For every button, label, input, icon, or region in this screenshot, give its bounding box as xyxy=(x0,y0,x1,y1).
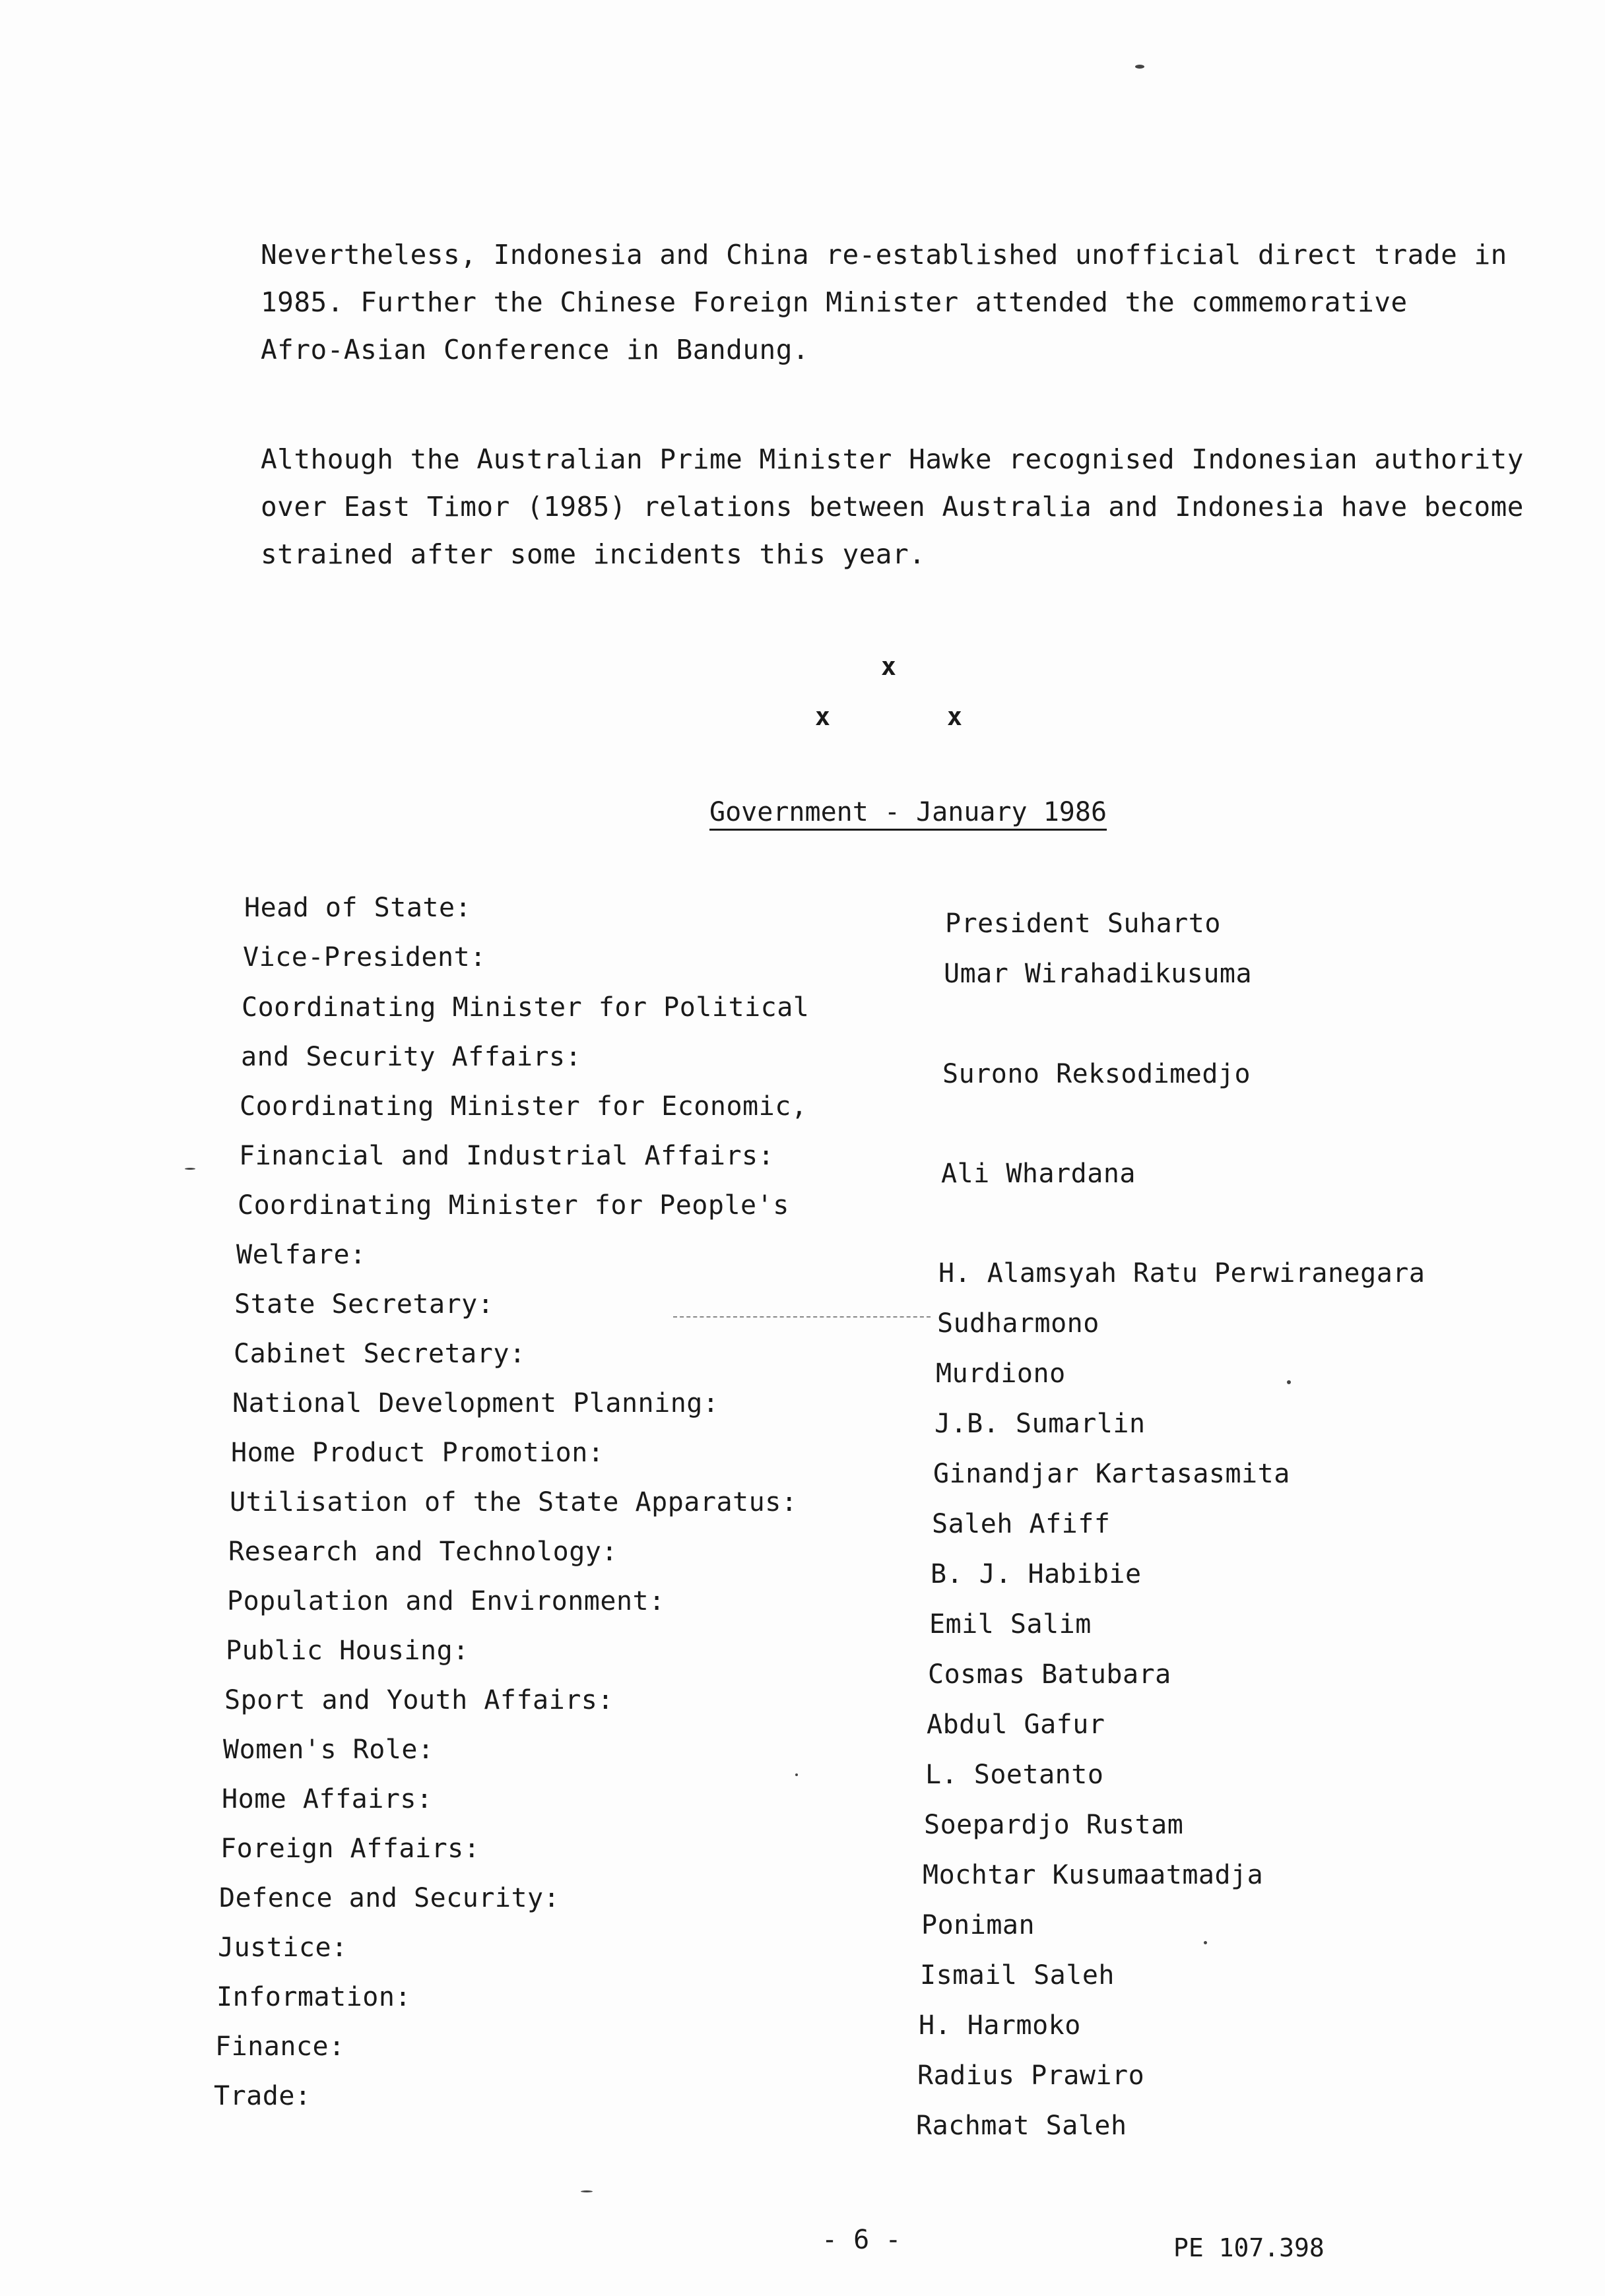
office-label: National Development Planning: xyxy=(232,1388,719,1419)
paragraph-line: Nevertheless, Indonesia and China re-established unofficial direct trade in xyxy=(261,239,1507,271)
office-label: Financial and Industrial Affairs: xyxy=(239,1141,775,1171)
office-holder-name: H. Alamsyah Ratu Perwiranegara xyxy=(938,1258,1425,1289)
office-label: Research and Technology: xyxy=(228,1537,618,1567)
office-holder-name: Radius Prawiro xyxy=(917,2060,1145,2091)
paragraph-line: over East Timor (1985) relations between Australia and Indonesia have become xyxy=(261,491,1524,523)
office-holder-name: President Suharto xyxy=(945,909,1221,939)
scan-speck xyxy=(795,1773,798,1776)
office-label: Defence and Security: xyxy=(219,1883,560,1913)
office-label: Sport and Youth Affairs: xyxy=(224,1685,614,1715)
scan-speck xyxy=(1287,1380,1291,1384)
office-holder-name: L. Soetanto xyxy=(925,1760,1104,1790)
office-label: Justice: xyxy=(218,1932,348,1963)
office-label: Head of State: xyxy=(244,893,472,923)
office-label: Home Product Promotion: xyxy=(231,1438,605,1468)
office-holder-name: Mochtar Kusumaatmadja xyxy=(923,1860,1264,1890)
paragraph-line: strained after some incidents this year. xyxy=(261,538,926,570)
paragraph-line: 1985. Further the Chinese Foreign Minister attended the commemorative xyxy=(261,286,1408,318)
office-label: Utilisation of the State Apparatus: xyxy=(230,1487,798,1517)
office-holder-name: Surono Reksodimedjo xyxy=(942,1059,1251,1089)
office-label: State Secretary: xyxy=(234,1289,494,1320)
office-label: and Security Affairs: xyxy=(241,1042,582,1072)
office-holder-name: H. Harmoko xyxy=(919,2010,1081,2041)
office-holder-name: Emil Salim xyxy=(929,1609,1092,1640)
office-holder-name: Murdiono xyxy=(936,1358,1066,1389)
separator-mark: x xyxy=(881,652,896,681)
office-label: Public Housing: xyxy=(226,1636,469,1666)
office-label: Coordinating Minister for Economic, xyxy=(240,1091,808,1122)
office-holder-name: Soepardjo Rustam xyxy=(924,1810,1184,1840)
office-holder-name: Cosmas Batubara xyxy=(928,1659,1171,1690)
office-holder-name: Rachmat Saleh xyxy=(916,2111,1127,2141)
section-heading: Government - January 1986 xyxy=(709,797,1107,827)
office-label: Welfare: xyxy=(236,1240,366,1270)
scan-speck xyxy=(1204,1941,1207,1944)
office-holder-name: J.B. Sumarlin xyxy=(934,1409,1146,1439)
document-reference: PE 107.398 xyxy=(1173,2233,1325,2262)
scan-artifact-dash xyxy=(673,1316,931,1318)
office-holder-name: Saleh Afiff xyxy=(932,1509,1111,1539)
office-label: Information: xyxy=(216,1982,411,2012)
office-label: Cabinet Secretary: xyxy=(234,1339,526,1369)
office-label: Vice-President: xyxy=(243,942,486,973)
separator-mark: x xyxy=(815,702,830,731)
scan-speck xyxy=(1135,65,1144,69)
office-label: Women's Role: xyxy=(223,1735,434,1765)
paragraph-line: Although the Australian Prime Minister Hawke recognised Indonesian authority xyxy=(261,443,1524,475)
separator-mark: x xyxy=(947,702,962,731)
office-label: Home Affairs: xyxy=(222,1784,433,1814)
office-label: Foreign Affairs: xyxy=(220,1834,480,1864)
office-holder-name: Ismail Saleh xyxy=(920,1960,1115,1991)
paragraph-line: Afro-Asian Conference in Bandung. xyxy=(261,334,810,366)
office-label: Population and Environment: xyxy=(227,1586,665,1616)
office-holder-name: Abdul Gafur xyxy=(927,1709,1105,1740)
scan-speck xyxy=(581,2190,593,2192)
office-label: Trade: xyxy=(214,2081,311,2111)
office-holder-name: Poniman xyxy=(921,1910,1035,1940)
office-holder-name: Sudharmono xyxy=(937,1308,1099,1339)
office-holder-name: Ali Whardana xyxy=(941,1159,1136,1189)
office-holder-name: B. J. Habibie xyxy=(931,1559,1142,1589)
scan-speck xyxy=(185,1168,195,1170)
office-holder-name: Ginandjar Kartasasmita xyxy=(933,1459,1290,1489)
office-holder-name: Umar Wirahadikusuma xyxy=(944,959,1253,989)
office-label: Coordinating Minister for Political xyxy=(242,992,810,1023)
page-number: - 6 - xyxy=(822,2225,901,2255)
office-label: Coordinating Minister for People's xyxy=(238,1190,789,1221)
office-label: Finance: xyxy=(215,2031,345,2062)
